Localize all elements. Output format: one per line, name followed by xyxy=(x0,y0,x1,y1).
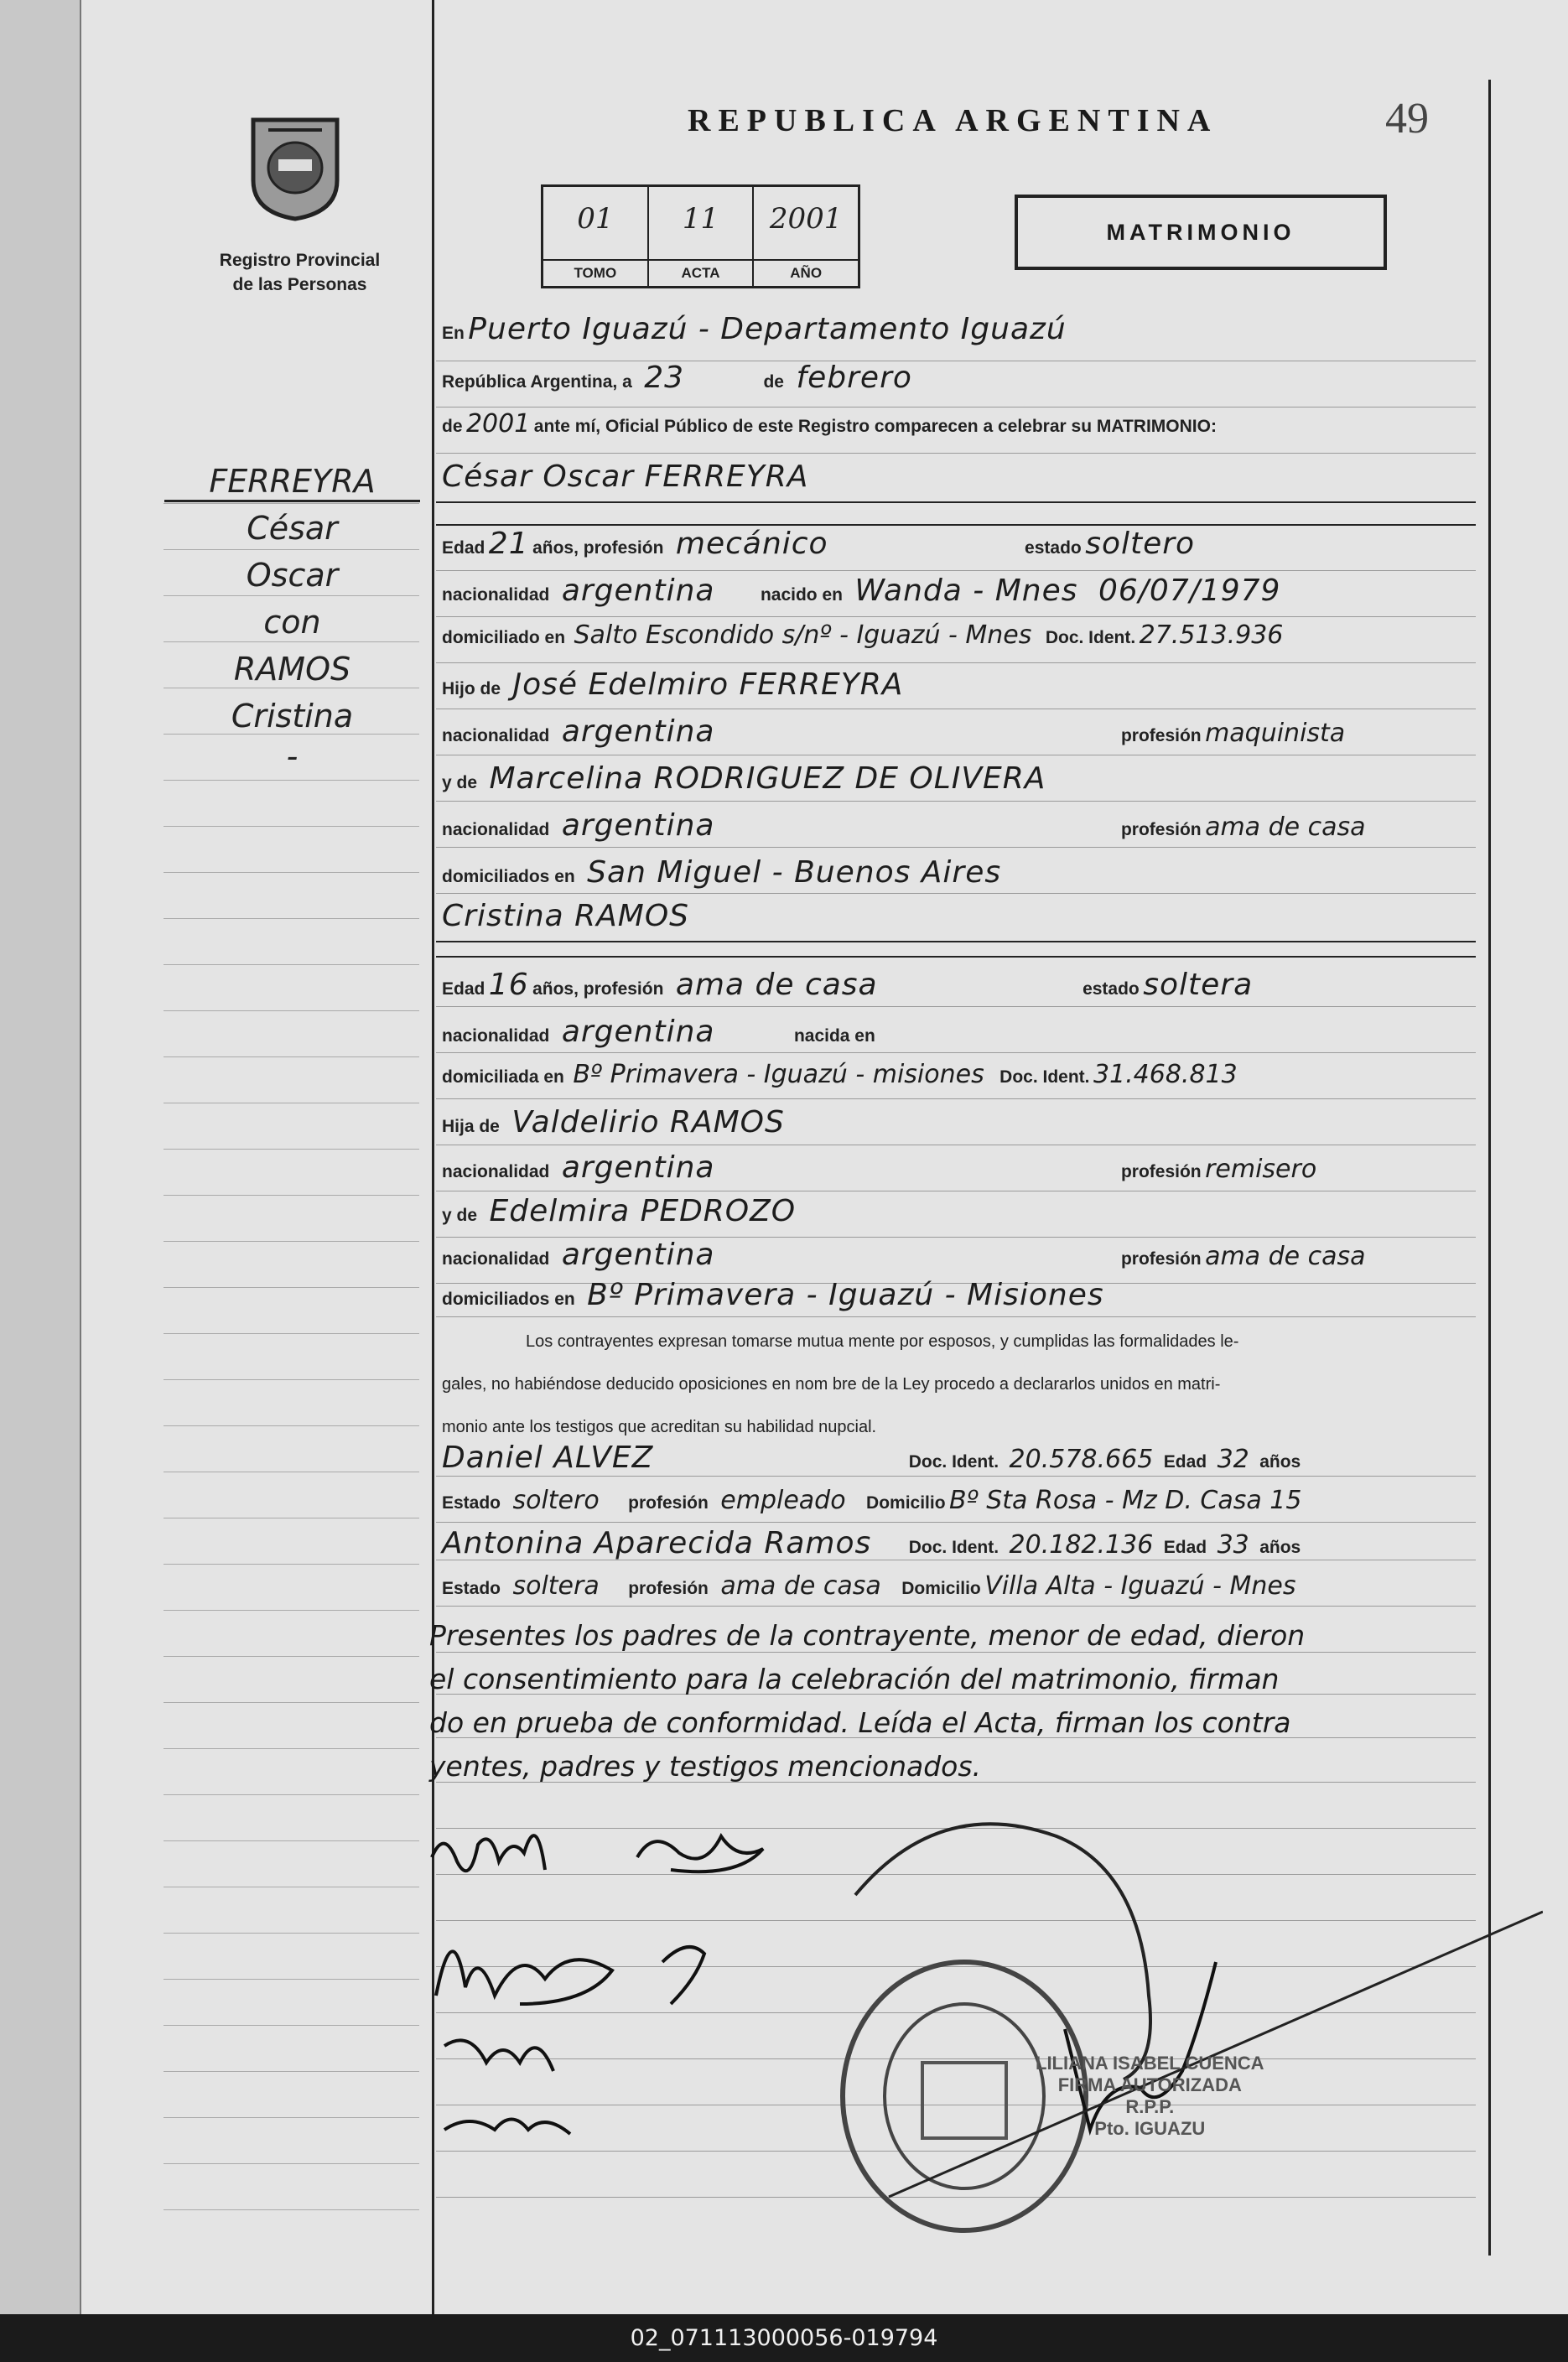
bride-mother-nacionalidad-label: nacionalidad xyxy=(442,1249,550,1269)
declaration-line2: gales, no habiéndose deducido oposiciones en nom bre de la Ley procedo a declararlos unidos en matri- xyxy=(442,1375,1221,1394)
margin-note-line1: FERREYRA xyxy=(209,463,376,500)
bride-mother-profesion-label: profesión xyxy=(1120,1249,1202,1269)
de-label: de xyxy=(763,372,784,392)
bride-estado-label: estado xyxy=(1083,979,1140,999)
bride-name: Cristina RAMOS xyxy=(442,899,690,933)
signature-4 xyxy=(662,1947,704,2004)
acta-value: 11 xyxy=(682,202,719,236)
witness1-address: Bº Sta Rosa - Mz D. Casa 15 xyxy=(949,1486,1302,1515)
margin-note-line6: Cristina xyxy=(231,698,354,735)
groom-nationality-row xyxy=(442,574,1488,617)
groom-parents-address-row xyxy=(442,855,1488,899)
bride-age: 16 xyxy=(488,968,529,1002)
bride-parents-address-row xyxy=(442,1278,1488,1321)
record-id-box xyxy=(541,184,860,288)
issuing-office-line2: de las Personas xyxy=(232,275,367,294)
declaration-line3: monio ante los testigos que acreditan su habilidad nupcial. xyxy=(442,1418,877,1436)
witness2-address: Villa Alta - Iguazú - Mnes xyxy=(984,1571,1296,1601)
witness2-detail-row xyxy=(442,1571,1488,1615)
witness1-age: 32 xyxy=(1217,1445,1249,1474)
margin-column xyxy=(80,0,434,2314)
groom-y-de-label: y de xyxy=(442,773,478,792)
groom-address: Salto Escondido s/nº - Iguazú - Mnes xyxy=(574,620,1032,650)
witness1-profesion-label: profesión xyxy=(628,1493,709,1513)
groom-age: 21 xyxy=(488,527,529,561)
official-name: LILIANA ISABEL CUENCA xyxy=(1036,2053,1264,2074)
bride-father-profesion-label: profesión xyxy=(1120,1162,1202,1181)
record-type: MATRIMONIO xyxy=(1015,195,1387,270)
witness1-name: Daniel ALVEZ xyxy=(442,1441,654,1475)
witness2-doc-label: Doc. Ident. xyxy=(908,1538,999,1557)
official-stamp-text xyxy=(1036,2053,1264,2140)
anio-cell xyxy=(754,187,858,286)
margin-note-line2: César xyxy=(247,510,338,547)
groom-father-nationality-row xyxy=(442,714,1488,758)
margin-note-line3: Oscar xyxy=(246,557,339,594)
groom-name-row xyxy=(442,459,1488,503)
witness2-profession: ama de casa xyxy=(720,1571,881,1601)
bride-domiciliada-label: domiciliada en xyxy=(442,1067,564,1087)
groom-birthdate: 06/07/1979 xyxy=(1098,574,1281,608)
signature-1 xyxy=(432,1835,545,1871)
groom-mother-row xyxy=(442,761,1488,805)
bride-nacida-label: nacida en xyxy=(793,1026,875,1046)
handwritten-note xyxy=(429,1614,1477,1788)
document-title: REPUBLICA ARGENTINA xyxy=(688,103,1218,138)
tomo-label: TOMO xyxy=(543,259,647,286)
witness2-doc: 20.182.136 xyxy=(1009,1530,1154,1560)
witness2-edad-label: Edad xyxy=(1163,1538,1207,1557)
en-label: En xyxy=(442,324,465,343)
bride-address-row xyxy=(442,1060,1488,1103)
margin-note-line4: con xyxy=(263,604,321,641)
signature-6 xyxy=(444,2120,570,2135)
bride-doc: 31.468.813 xyxy=(1093,1060,1238,1089)
witness2-name: Antonina Aparecida Ramos xyxy=(442,1526,872,1560)
groom-parents-address: San Miguel - Buenos Aires xyxy=(587,855,1002,890)
groom-father-profession: maquinista xyxy=(1205,719,1346,748)
groom-father-nationality: argentina xyxy=(561,714,715,749)
signature-3 xyxy=(436,1951,612,2004)
folio-number: 49 xyxy=(1385,95,1429,143)
tomo-cell xyxy=(543,187,649,286)
bride-mother-nationality: argentina xyxy=(561,1238,715,1272)
official-location: Pto. IGUAZU xyxy=(1094,2118,1206,2139)
intro-date-row xyxy=(442,361,1488,404)
issuing-office xyxy=(193,248,407,297)
year-prefix-label: de xyxy=(442,417,463,436)
witness2-domicilio-label: Domicilio xyxy=(901,1579,981,1598)
handwritten-note-line3: do en prueba de conformidad. Leída el Acta, firman los contra xyxy=(429,1706,1291,1739)
bride-nacionalidad-label: nacionalidad xyxy=(442,1026,550,1046)
groom-mother: Marcelina RODRIGUEZ DE OLIVERA xyxy=(489,761,1046,796)
acta-label: ACTA xyxy=(649,259,753,286)
groom-birthplace: Wanda - Mnes xyxy=(854,574,1078,608)
bride-mother-nationality-row xyxy=(442,1238,1488,1281)
witness2-age: 33 xyxy=(1217,1530,1249,1560)
groom-father-nacionalidad-label: nacionalidad xyxy=(442,726,550,745)
intro-place: Puerto Iguazú - Departamento Iguazú xyxy=(468,312,1067,346)
signatures-area xyxy=(419,1778,1543,2247)
bride-parents-address: Bº Primavera - Iguazú - Misiones xyxy=(587,1278,1104,1312)
bride-name-row xyxy=(442,899,1488,942)
anio-value: 2001 xyxy=(769,202,843,236)
groom-mother-profession: ama de casa xyxy=(1205,812,1366,842)
official-office: R.P.P. xyxy=(1125,2096,1175,2117)
groom-mother-nationality: argentina xyxy=(561,808,715,843)
handwritten-note-line2: el consentimiento para la celebración del matrimonio, firman xyxy=(429,1663,1280,1695)
witness1-doc-label: Doc. Ident. xyxy=(908,1452,999,1472)
bride-age-row xyxy=(442,968,1488,1011)
groom-father-profesion-label: profesión xyxy=(1120,726,1202,745)
witness1-edad-label: Edad xyxy=(1163,1452,1207,1472)
witness1-detail-row xyxy=(442,1486,1488,1529)
bride-edad-label: Edad xyxy=(442,979,485,999)
groom-domiciliados-label: domiciliados en xyxy=(442,867,575,886)
declaration-line1: Los contrayentes expresan tomarse mutua mente por esposos, y cumplidas las formalidades le- xyxy=(526,1332,1239,1351)
handwritten-note-line4: yentes, padres y testigos mencionados. xyxy=(429,1750,982,1783)
groom-mother-profesion-label: profesión xyxy=(1120,820,1202,839)
image-caption: 02_071113000056-019794 xyxy=(630,2325,938,2351)
groom-estado-label: estado xyxy=(1025,538,1082,558)
groom-doc: 27.513.936 xyxy=(1139,620,1284,650)
intro-month: febrero xyxy=(796,361,912,395)
bride-father-row xyxy=(442,1105,1488,1149)
groom-doc-label: Doc. Ident. xyxy=(1045,628,1136,647)
provincial-coat-of-arms-icon xyxy=(245,113,345,222)
groom-nationality: argentina xyxy=(561,574,715,608)
bride-doc-label: Doc. Ident. xyxy=(999,1067,1090,1087)
bride-father: Valdelirio RAMOS xyxy=(511,1105,785,1139)
groom-father-row xyxy=(442,667,1488,711)
bride-address: Bº Primavera - Iguazú - misiones xyxy=(573,1060,984,1089)
tomo-value: 01 xyxy=(577,202,614,236)
signature-5 xyxy=(444,2040,553,2071)
witness2-civil-status: soltera xyxy=(512,1571,600,1601)
groom-address-row xyxy=(442,620,1488,664)
bride-mother-row xyxy=(442,1194,1488,1238)
groom-nacido-label: nacido en xyxy=(760,585,843,605)
groom-nacionalidad-label: nacionalidad xyxy=(442,585,550,605)
groom-age-row xyxy=(442,527,1488,570)
bride-profession: ama de casa xyxy=(675,968,878,1002)
margin-note-line5: RAMOS xyxy=(233,651,351,688)
issuing-office-line1: Registro Provincial xyxy=(219,251,381,270)
groom-father: José Edelmiro FERREYRA xyxy=(512,667,904,702)
witness2-anos-label: años xyxy=(1259,1538,1301,1557)
bride-nationality: argentina xyxy=(561,1015,715,1049)
hija-de-label: Hija de xyxy=(442,1117,500,1136)
groom-edad-label: Edad xyxy=(442,538,485,558)
groom-profession: mecánico xyxy=(675,527,828,561)
bride-domiciliados-label: domiciliados en xyxy=(442,1290,575,1309)
witness2-row xyxy=(442,1526,1488,1570)
bride-mother-profession: ama de casa xyxy=(1205,1242,1366,1271)
acta-cell xyxy=(649,187,755,286)
witness1-estado-label: Estado xyxy=(442,1493,501,1513)
bride-father-nationality: argentina xyxy=(561,1150,715,1185)
witness1-anos-label: años xyxy=(1259,1452,1301,1472)
handwritten-note-line1: Presentes los padres de la contrayente, menor de edad, dieron xyxy=(429,1619,1306,1652)
groom-mother-nacionalidad-label: nacionalidad xyxy=(442,820,550,839)
bride-y-de-label: y de xyxy=(442,1206,478,1225)
groom-mother-nationality-row xyxy=(442,808,1488,852)
intro-statement-row xyxy=(442,409,1488,453)
groom-civil-status: soltero xyxy=(1085,527,1196,561)
witness2-estado-label: Estado xyxy=(442,1579,501,1598)
bride-mother: Edelmira PEDROZO xyxy=(489,1194,797,1228)
witness1-doc: 20.578.665 xyxy=(1009,1445,1154,1474)
anio-label: AÑO xyxy=(754,259,858,286)
bride-father-nacionalidad-label: nacionalidad xyxy=(442,1162,550,1181)
intro-place-row xyxy=(442,312,1488,356)
witness2-profesion-label: profesión xyxy=(628,1579,709,1598)
official-role: FIRMA AUTORIZADA xyxy=(1057,2074,1242,2095)
groom-profesion-label: años, profesión xyxy=(532,538,664,558)
signature-2 xyxy=(637,1836,763,1871)
bride-father-profession: remisero xyxy=(1205,1155,1317,1184)
bride-civil-status: soltera xyxy=(1143,968,1254,1002)
intro-year: 2001 xyxy=(465,409,531,439)
witness1-row xyxy=(442,1441,1488,1484)
declaration-text xyxy=(442,1321,1472,1449)
intro-day: 23 xyxy=(644,361,685,395)
margin-note-line7: - xyxy=(286,738,299,775)
witness1-profession: empleado xyxy=(720,1486,846,1515)
groom-name: César Oscar FERREYRA xyxy=(442,459,809,494)
binding-gutter xyxy=(0,0,81,2314)
intro-statement: ante mí, Oficial Público de este Registro comparecen a celebrar su MATRIMONIO: xyxy=(533,417,1217,436)
bride-nationality-row xyxy=(442,1015,1488,1058)
bride-father-nationality-row xyxy=(442,1150,1488,1194)
witness1-domicilio-label: Domicilio xyxy=(866,1493,946,1513)
witness1-civil-status: soltero xyxy=(512,1486,600,1515)
groom-domiciliado-label: domiciliado en xyxy=(442,628,566,647)
bride-profesion-label: años, profesión xyxy=(532,979,664,999)
hijo-de-label: Hijo de xyxy=(442,679,501,698)
republica-label: República Argentina, a xyxy=(442,372,632,392)
